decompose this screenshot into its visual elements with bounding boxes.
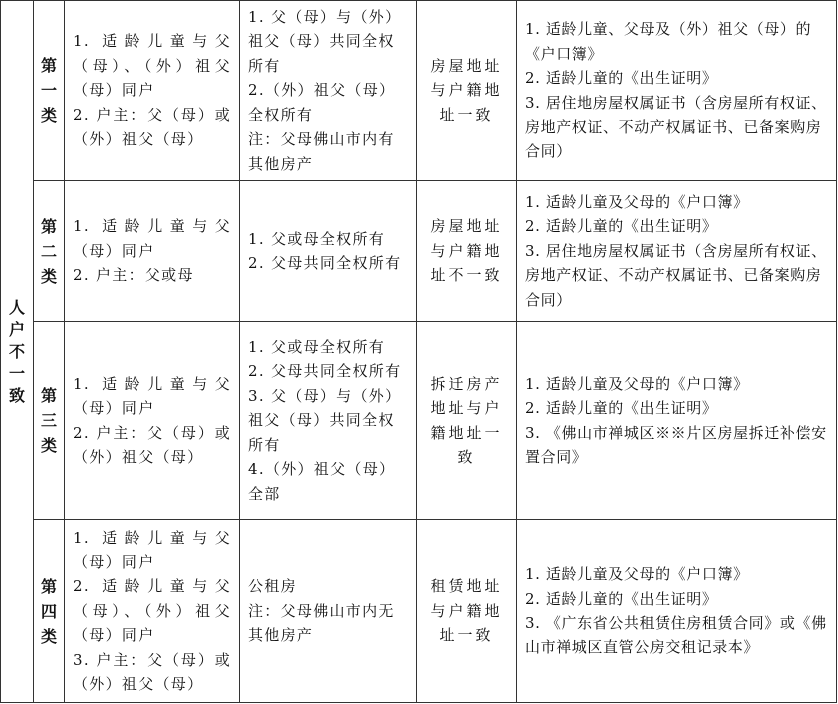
address-match-cell: 房屋地址与户籍地址不一致	[417, 181, 517, 322]
ownership-cell: 1. 父（母）与（外）祖父（母）共同全权所有 2.（外）祖父（母）全权所有 注：父母佛山市内有其他房产	[240, 1, 417, 181]
required-documents-cell: 1. 适龄儿童、父母及（外）祖父（母）的《户口簿》 2. 适龄儿童的《出生证明》 3. 居住地房屋权属证书（含房屋所有权证、房地产权证、不动产权属证书、已备案购房合同）	[517, 1, 837, 181]
address-match-cell: 房屋地址与户籍地址一致	[417, 1, 517, 181]
category-cell	[34, 181, 65, 322]
category-label: 第三类	[40, 386, 57, 455]
category-label: 第四类	[40, 576, 57, 646]
category-cell	[34, 520, 65, 703]
ownership-cell: 1. 父或母全权所有 2. 父母共同全权所有	[240, 181, 417, 322]
address-match-cell: 拆迁房产地址与户籍地址一致	[417, 322, 517, 520]
table-row	[1, 322, 837, 520]
group-label-cell	[1, 1, 34, 703]
required-documents-cell: 1. 适龄儿童及父母的《户口簿》 2. 适龄儿童的《出生证明》 3. 居住地房屋权属证书（含房屋所有权证、房地产权证、不动产权属证书、已备案购房合同）	[517, 181, 837, 322]
household-conditions-cell: 1. 适龄儿童与父（母）同户 2. 户主：父或母	[65, 181, 240, 322]
ownership-cell: 公租房 注：父母佛山市内无其他房产	[240, 520, 417, 703]
table-row	[1, 1, 837, 181]
ownership-cell: 1. 父或母全权所有 2. 父母共同全权所有 3. 父（母）与（外）祖父（母）共同全权所有 4.（外）祖父（母）全部	[240, 322, 417, 520]
required-documents-cell: 1. 适龄儿童及父母的《户口簿》 2. 适龄儿童的《出生证明》 3. 《佛山市禅城区※※片区房屋拆迁补偿安置合同》	[517, 322, 837, 520]
table-row	[1, 520, 837, 703]
household-conditions-cell: 1. 适龄儿童与父（母）同户 2. 适龄儿童与父（母）、（外）祖父（母）同户 3. 户主：父（母）或（外）祖父（母）	[65, 520, 240, 703]
table-row	[1, 181, 837, 322]
group-label: 人户不一致	[8, 297, 25, 405]
household-conditions-cell: 1. 适龄儿童与父（母）、（外）祖父（母）同户 2. 户主：父（母）或（外）祖父（母）	[65, 1, 240, 181]
address-match-cell: 租赁地址与户籍地址一致	[417, 520, 517, 703]
category-label: 第一类	[40, 56, 57, 125]
category-label: 第二类	[40, 216, 57, 286]
category-cell	[34, 1, 65, 181]
required-documents-cell: 1. 适龄儿童及父母的《户口簿》 2. 适龄儿童的《出生证明》 3. 《广东省公共租赁住房租赁合同》或《佛山市禅城区直管公房交租记录本》	[517, 520, 837, 703]
household-conditions-cell: 1. 适龄儿童与父（母）同户 2. 户主：父（母）或（外）祖父（母）	[65, 322, 240, 520]
category-cell	[34, 322, 65, 520]
